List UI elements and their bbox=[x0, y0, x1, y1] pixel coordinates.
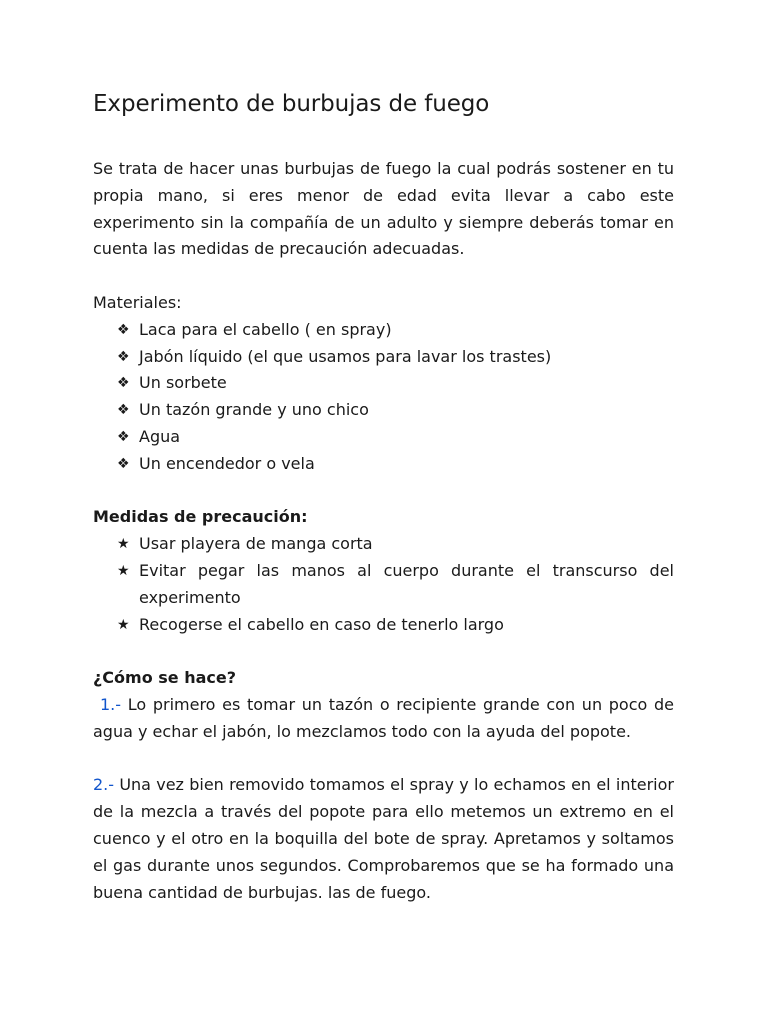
diamond-bullet-icon: ❖ bbox=[117, 321, 130, 338]
list-item bbox=[93, 317, 674, 344]
star-bullet-icon: ★ bbox=[117, 562, 130, 579]
material-item: Jabón líquido (el que usamos para lavar los trastes) bbox=[139, 346, 552, 366]
step-paragraph-2 bbox=[93, 772, 674, 906]
list-item bbox=[93, 344, 674, 371]
material-item: Un encendedor o vela bbox=[139, 453, 315, 473]
material-item: Un sorbete bbox=[139, 373, 227, 393]
list-item bbox=[93, 397, 674, 424]
intro-paragraph: Se trata de hacer unas burbujas de fuego la cual podrás sostener en tu propia mano, si eres menor de edad evita llevar a cabo este experimento sin la compañía de un adulto y siempre deberás tomar en cuenta las medidas de precaución adecuadas. bbox=[93, 159, 674, 259]
precaution-item: Evitar pegar las manos al cuerpo durante el transcurso del experimento bbox=[139, 560, 674, 607]
list-item bbox=[93, 451, 674, 478]
list-item bbox=[93, 558, 674, 612]
step-text: Una vez bien removido tomamos el spray y lo echamos en el interior de la mezcla a través del popote para ello metemos un extremo en el cuenco y el otro en la boquilla del bote de spray. Apretamos y soltamos el gas durante unos segundos. Comprobaremos que se ha formado una buena cantidad de burbujas. las de fuego. bbox=[93, 775, 674, 902]
document-title: Experimento de burbujas de fuego bbox=[93, 91, 490, 117]
document-page bbox=[93, 88, 674, 906]
step-text: Lo primero es tomar un tazón o recipiente grande con un poco de agua y echar el jabón, lo mezclamos todo con la ayuda del popote. bbox=[93, 694, 674, 741]
diamond-bullet-icon: ❖ bbox=[117, 428, 130, 445]
material-item: Un tazón grande y uno chico bbox=[139, 400, 369, 420]
precaution-item: Recogerse el cabello en caso de tenerlo largo bbox=[139, 614, 504, 634]
diamond-bullet-icon: ❖ bbox=[117, 348, 130, 365]
list-item bbox=[93, 370, 674, 397]
precautions-heading: Medidas de precaución: bbox=[93, 507, 308, 527]
step-indent bbox=[93, 695, 100, 714]
star-bullet-icon: ★ bbox=[117, 536, 130, 553]
step-number: 2.- bbox=[93, 775, 115, 795]
howto-heading: ¿Cómo se hace? bbox=[93, 668, 236, 688]
materials-heading: Materiales: bbox=[93, 292, 182, 312]
step-paragraph-1 bbox=[93, 692, 674, 746]
list-item bbox=[93, 424, 674, 451]
material-item: Agua bbox=[139, 426, 181, 446]
list-item bbox=[93, 531, 674, 558]
diamond-bullet-icon: ❖ bbox=[117, 455, 130, 472]
star-bullet-icon: ★ bbox=[117, 616, 130, 633]
diamond-bullet-icon: ❖ bbox=[117, 375, 130, 392]
list-item bbox=[93, 612, 674, 639]
diamond-bullet-icon: ❖ bbox=[117, 402, 130, 419]
precautions-list bbox=[93, 531, 674, 638]
step-number: 1.- bbox=[100, 694, 122, 714]
precaution-item: Usar playera de manga corta bbox=[139, 534, 373, 554]
materials-list bbox=[93, 317, 674, 478]
material-item: Laca para el cabello ( en spray) bbox=[139, 319, 392, 339]
